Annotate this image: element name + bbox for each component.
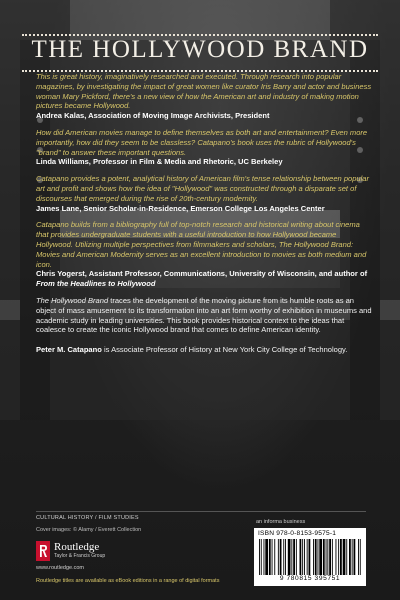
routledge-logo-icon (36, 541, 50, 561)
informa-business-label: an informa business (256, 519, 306, 525)
description-text: traces the development of the moving picture from its humble roots as an object of mass amusement to its transformation into an art form worthy of exhibition in museums and academic study in leading universities. This book provides historical context to the ideas that coalesce to create the iconic Hollywood brand that comes to define American identity. (36, 295, 372, 335)
review-quote: Catapano builds from a bibliography full of top-notch research and historical writing about cinema that provides undergraduate students with a useful introduction to how Hollywood became Hollywood. Utilizing multiple perspectives from filmmakers and scholars, The Hollywood Brand: Movies and American Modernity serves as an excellent introduction to movies as both medium and icon. (36, 220, 367, 269)
book-title: THE HOLLYWOOD BRAND (31, 36, 369, 63)
ebook-note: Routledge titles are available as eBook editions in a range of digital formats (36, 578, 220, 584)
footer-divider (36, 511, 366, 512)
review-attribution (36, 269, 372, 289)
barcode-box (254, 528, 366, 586)
publisher-group: Taylor & Francis Group (54, 553, 106, 559)
book-description (36, 296, 372, 335)
review-section (36, 72, 372, 355)
review-quote: How did American movies manage to define themselves as both art and entertainment? Even more importantly, how did they seem to be classless? Catapano's book uses the rubric of Hollywood's "brand" to answer these important questions. (36, 127, 368, 157)
author-bio-text: is Associate Professor of History at New York City College of Technology. (101, 345, 348, 355)
author-bio (36, 345, 372, 355)
cover-image-credit: Cover images: © Alamy / Everett Collection (36, 527, 142, 533)
review-attribution: James Lane, Senior Scholar-in-Residence, Emerson College Los Angeles Center (36, 203, 325, 213)
description-book-title: The Hollywood Brand (36, 295, 109, 305)
isbn-label: ISBN 978-0-8153-9575-1 (258, 530, 337, 537)
attribution-text: Chris Yogerst, Assistant Professor, Communications, University of Wisconsin, and author of (36, 269, 368, 279)
author-name: Peter M. Catapano (36, 345, 102, 355)
barcode-icon (258, 539, 362, 575)
attribution-book-title: From the Headlines to Hollywood (36, 279, 156, 289)
publisher-website: www.routledge.com (36, 565, 84, 571)
publisher-name: Routledge (54, 541, 100, 553)
review-attribution: Linda Williams, Professor in Film & Media and Rhetoric, UC Berkeley (36, 157, 283, 167)
subject-category: CULTURAL HISTORY / FILM STUDIES (36, 515, 139, 521)
review-quote: This is great history, imaginatively researched and executed. Through research into popular magazines, by investigating the impact of great women like curator Iris Barry and actor and business woman Mary Pickford, there's a new view of how the American art and industry of making motion pictures became Hollywood. (36, 72, 372, 111)
review-quote: Catapano provides a potent, analytical history of American film's tense relationship between popular art and profit and shows how the idea of "Hollywood" was constructed through a disparate set of discourses that emerged during the rise of 20th-century modernity. (36, 174, 369, 203)
publisher-block (36, 540, 105, 562)
barcode-digits: 9 780815 395751 (279, 575, 341, 582)
review-attribution: Andrea Kalas, Association of Moving Image Archivists, President (36, 111, 270, 121)
